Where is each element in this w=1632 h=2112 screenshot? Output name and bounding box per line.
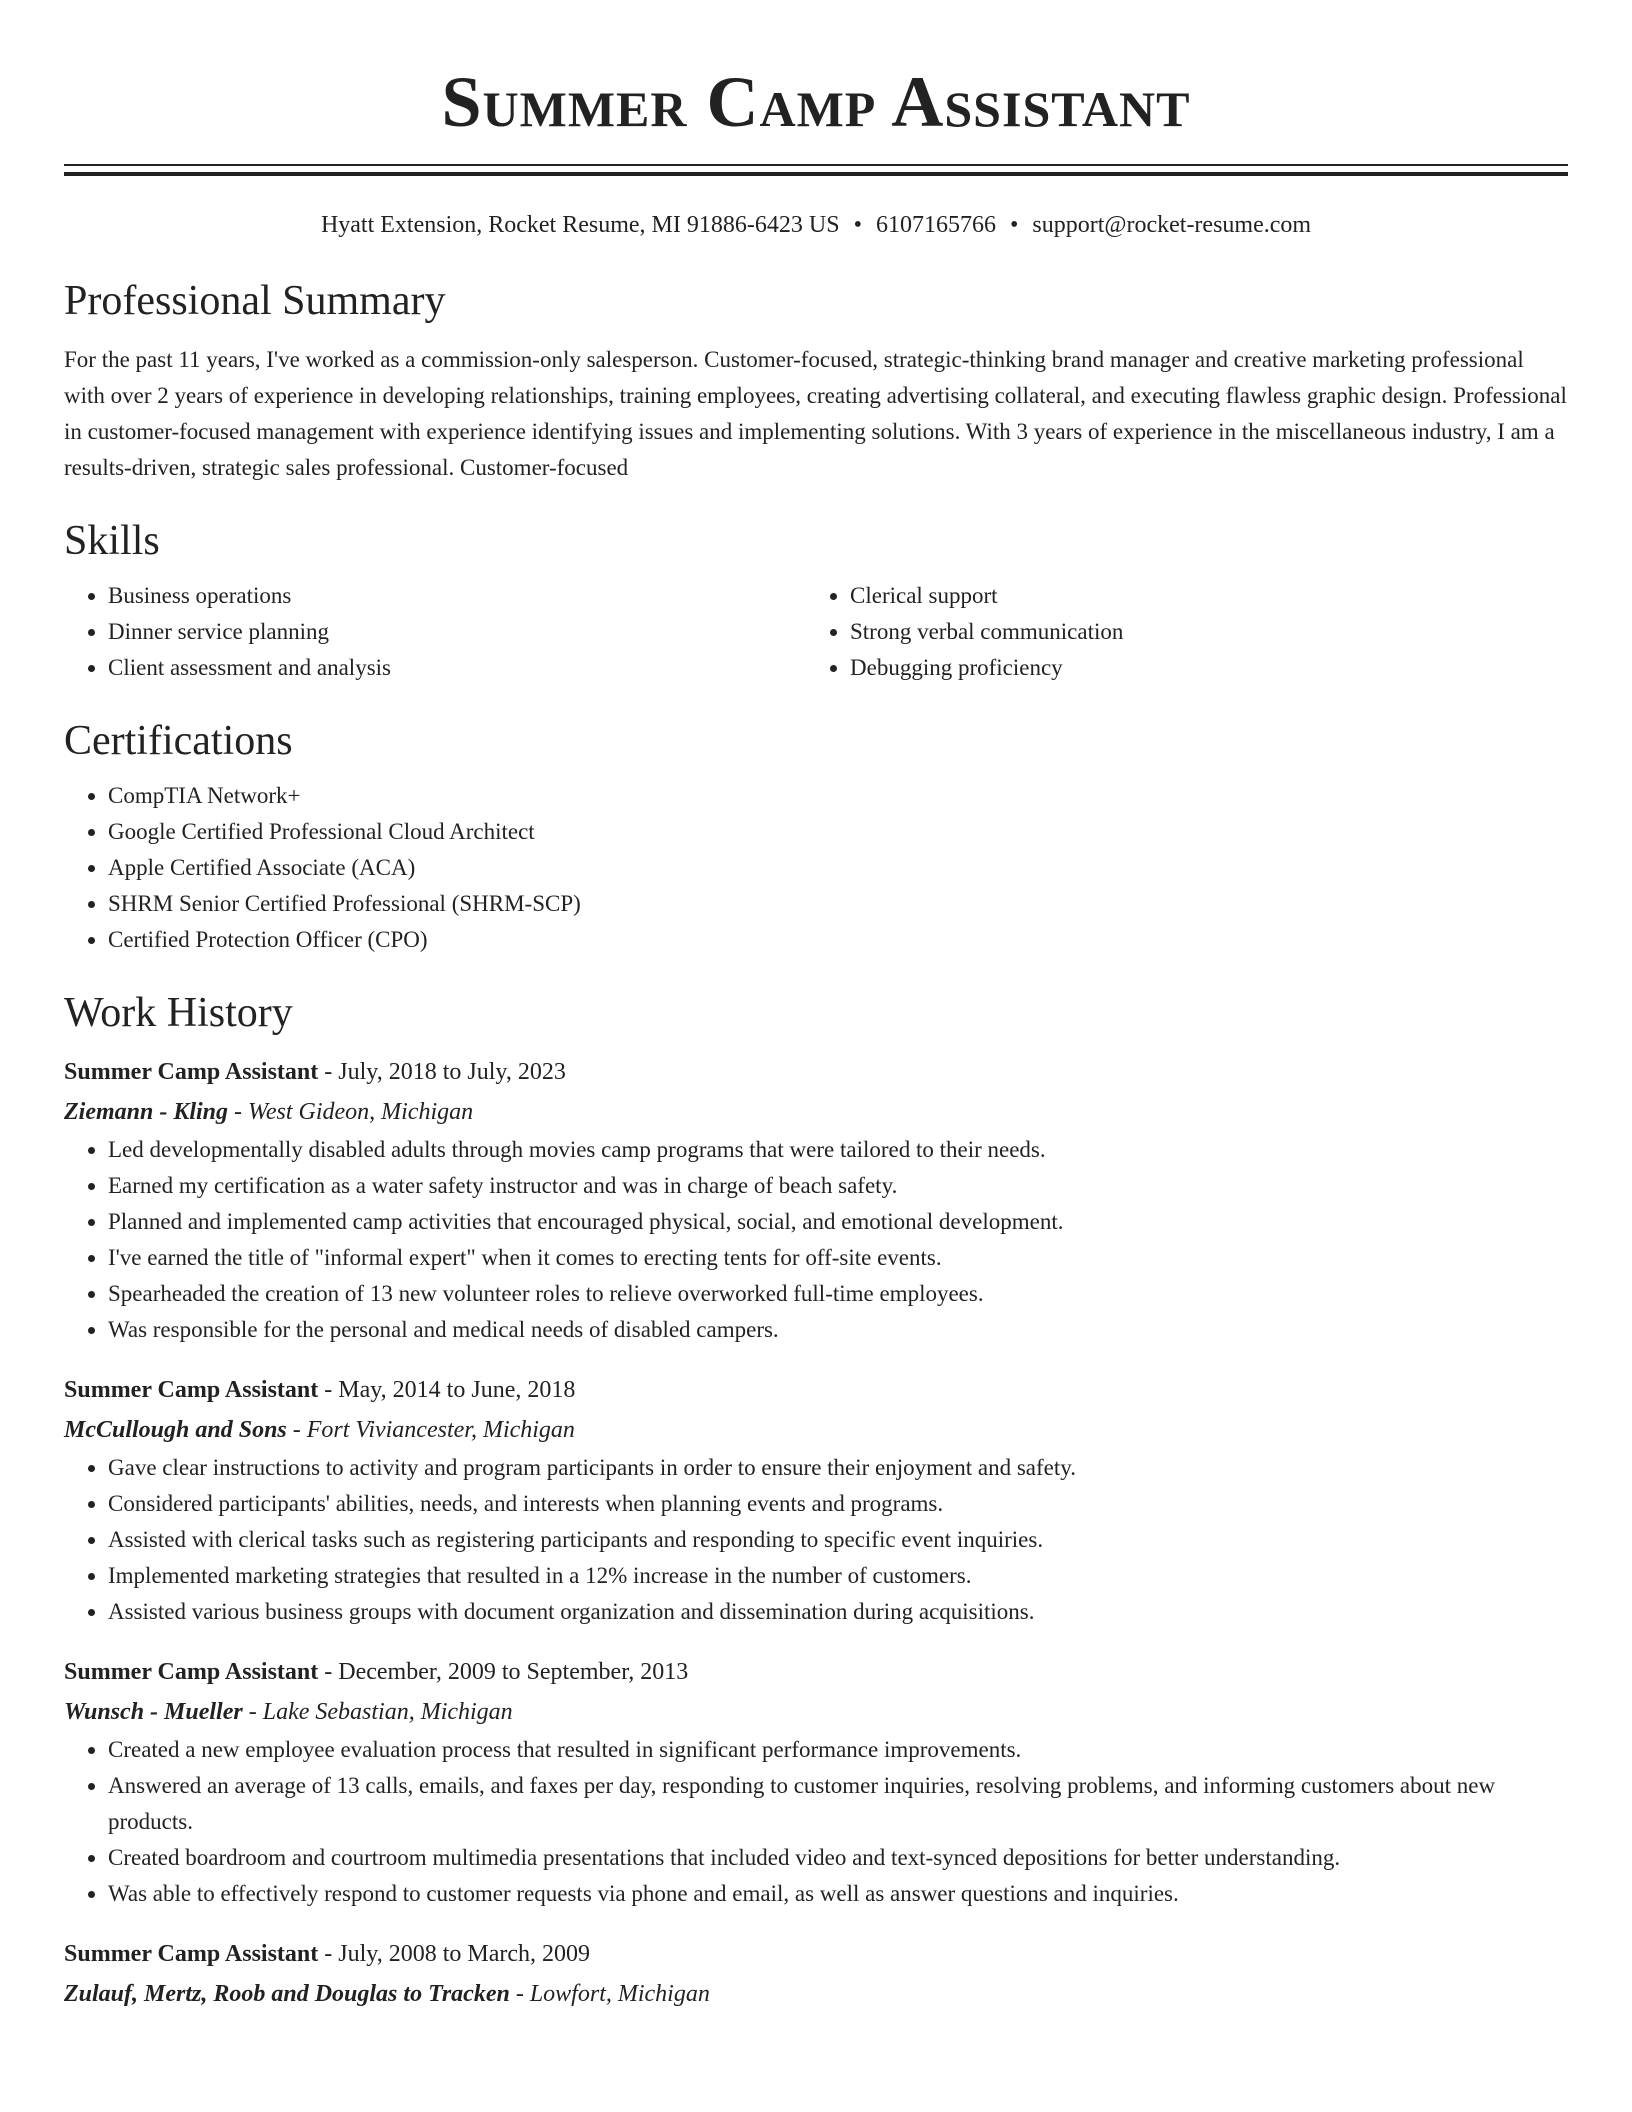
contact-separator: • — [1009, 212, 1019, 238]
certification-item: • SHRM Senior Certified Professional (SHRM-SCP) — [108, 886, 1568, 922]
contact-address: Hyatt Extension, Rocket Resume, MI 91886-6423 US — [320, 212, 840, 238]
header-rule-thin — [64, 164, 1568, 166]
job-role: Summer Camp Assistant — [64, 1659, 319, 1685]
skill-item: • Strong verbal communication — [850, 614, 1548, 650]
skills-column-right — [806, 578, 1548, 686]
job-bullet: • Spearheaded the creation of 13 new volunteer roles to relieve overworked full-time employees. — [108, 1276, 1568, 1312]
job-entry — [64, 1934, 1568, 2014]
job-company-line: McCullough and Sons - Fort Viviancester, Michigan — [64, 1417, 575, 1443]
resume-page — [64, 0, 1568, 2014]
skill-item: • Clerical support — [850, 578, 1548, 614]
job-header: Summer Camp Assistant - December, 2009 to September, 2013 — [64, 1659, 689, 1685]
certification-item: • Apple Certified Associate (ACA) — [108, 850, 1568, 886]
job-bullets — [64, 1450, 1568, 1630]
job-bullet: • Assisted with clerical tasks such as registering participants and responding to specific event inquiries. — [108, 1522, 1568, 1558]
job-location: Fort Viviancester, Michigan — [306, 1417, 575, 1443]
job-bullet: • Gave clear instructions to activity and program participants in order to ensure their enjoyment and safety. — [108, 1450, 1568, 1486]
job-location: West Gideon, Michigan — [248, 1099, 474, 1125]
work-history-section-title: Work History — [64, 990, 293, 1036]
summary-section-title: Professional Summary — [64, 278, 446, 324]
job-bullet: • Created boardroom and courtroom multimedia presentations that included video and text-synced depositions for better understanding. — [108, 1840, 1568, 1876]
job-bullets — [64, 1132, 1568, 1348]
job-role: Summer Camp Assistant — [64, 1377, 319, 1403]
certifications-section-title: Certifications — [64, 718, 293, 764]
resume-name-heading: Summer Camp Assistant — [441, 62, 1191, 142]
job-bullet: • Answered an average of 13 calls, emails, and faxes per day, responding to customer inquiries, resolving problems, and informing customers about new products. — [108, 1768, 1568, 1840]
contact-phone: 6107165766 — [875, 212, 996, 238]
skill-item: • Debugging proficiency — [850, 650, 1548, 686]
job-bullet: • Earned my certification as a water safety instructor and was in charge of beach safety. — [108, 1168, 1568, 1204]
job-entry — [64, 1052, 1568, 1348]
job-dates: July, 2008 to March, 2009 — [338, 1941, 591, 1967]
job-bullet: • Was responsible for the personal and medical needs of disabled campers. — [108, 1312, 1568, 1348]
job-bullet: • Created a new employee evaluation process that resulted in significant performance improvements. — [108, 1732, 1568, 1768]
job-company-line: Ziemann - Kling - West Gideon, Michigan — [64, 1099, 474, 1125]
job-dates: May, 2014 to June, 2018 — [338, 1377, 576, 1403]
job-company: Ziemann - Kling — [64, 1099, 229, 1125]
job-role: Summer Camp Assistant — [64, 1059, 319, 1085]
job-header: Summer Camp Assistant - May, 2014 to June, 2018 — [64, 1377, 576, 1403]
skill-item: • Business operations — [108, 578, 806, 614]
job-bullet: • Was able to effectively respond to customer requests via phone and email, as well as answer questions and inquiries. — [108, 1876, 1568, 1912]
job-entry — [64, 1370, 1568, 1630]
job-header: Summer Camp Assistant - July, 2008 to March, 2009 — [64, 1941, 591, 1967]
job-bullet: • Assisted various business groups with document organization and dissemination during acquisitions. — [108, 1594, 1568, 1630]
job-bullets — [64, 1732, 1568, 1912]
job-company: McCullough and Sons — [64, 1417, 287, 1443]
skills-section-title: Skills — [64, 518, 160, 564]
job-role: Summer Camp Assistant — [64, 1941, 319, 1967]
certification-item: • CompTIA Network+ — [108, 778, 1568, 814]
certification-item: • Certified Protection Officer (CPO) — [108, 922, 1568, 958]
job-dates: July, 2018 to July, 2023 — [338, 1059, 566, 1085]
skill-item: • Dinner service planning — [108, 614, 806, 650]
header-rule-thick — [64, 172, 1568, 176]
skills-column-left — [64, 578, 806, 686]
certification-item: • Google Certified Professional Cloud Architect — [108, 814, 1568, 850]
contact-line — [64, 210, 1568, 240]
certifications-list — [64, 778, 1568, 958]
job-bullet: • I've earned the title of "informal expert" when it comes to erecting tents for off-site events. — [108, 1240, 1568, 1276]
job-bullet: • Implemented marketing strategies that resulted in a 12% increase in the number of customers. — [108, 1558, 1568, 1594]
skills-grid — [64, 578, 1568, 686]
job-dates: December, 2009 to September, 2013 — [338, 1659, 689, 1685]
job-location: Lake Sebastian, Michigan — [262, 1699, 513, 1725]
job-entry — [64, 1652, 1568, 1912]
job-company-line: Wunsch - Mueller - Lake Sebastian, Michigan — [64, 1699, 513, 1725]
skill-item: • Client assessment and analysis — [108, 650, 806, 686]
job-company: Zulauf, Mertz, Roob and Douglas to Tracken — [64, 1981, 510, 2007]
job-location: Lowfort, Michigan — [529, 1981, 710, 2007]
job-company-line: Zulauf, Mertz, Roob and Douglas to Tracken - Lowfort, Michigan — [64, 1981, 710, 2007]
contact-email[interactable]: support@rocket-resume.com — [1032, 212, 1312, 238]
job-company: Wunsch - Mueller — [64, 1699, 243, 1725]
summary-text: For the past 11 years, I've worked as a commission-only salesperson. Customer-focused, strategic-thinking brand manager and creative marketing professional with over 2 years of experience in developing relationships, training employees, creating advertising collateral, and executing flawless graphic design. Professional in customer-focused management with experience identifying issues and implementing solutions. With 3 years of experience in the miscellaneous industry, I am a results-driven, strategic sales professional. Customer-focused — [64, 347, 1567, 480]
job-bullet: • Led developmentally disabled adults through movies camp programs that were tailored to their needs. — [108, 1132, 1568, 1168]
contact-separator: • — [853, 212, 862, 238]
job-bullet: • Considered participants' abilities, needs, and interests when planning events and programs. — [108, 1486, 1568, 1522]
job-bullet: • Planned and implemented camp activities that encouraged physical, social, and emotional development. — [108, 1204, 1568, 1240]
job-header: Summer Camp Assistant - July, 2018 to July, 2023 — [64, 1059, 566, 1085]
